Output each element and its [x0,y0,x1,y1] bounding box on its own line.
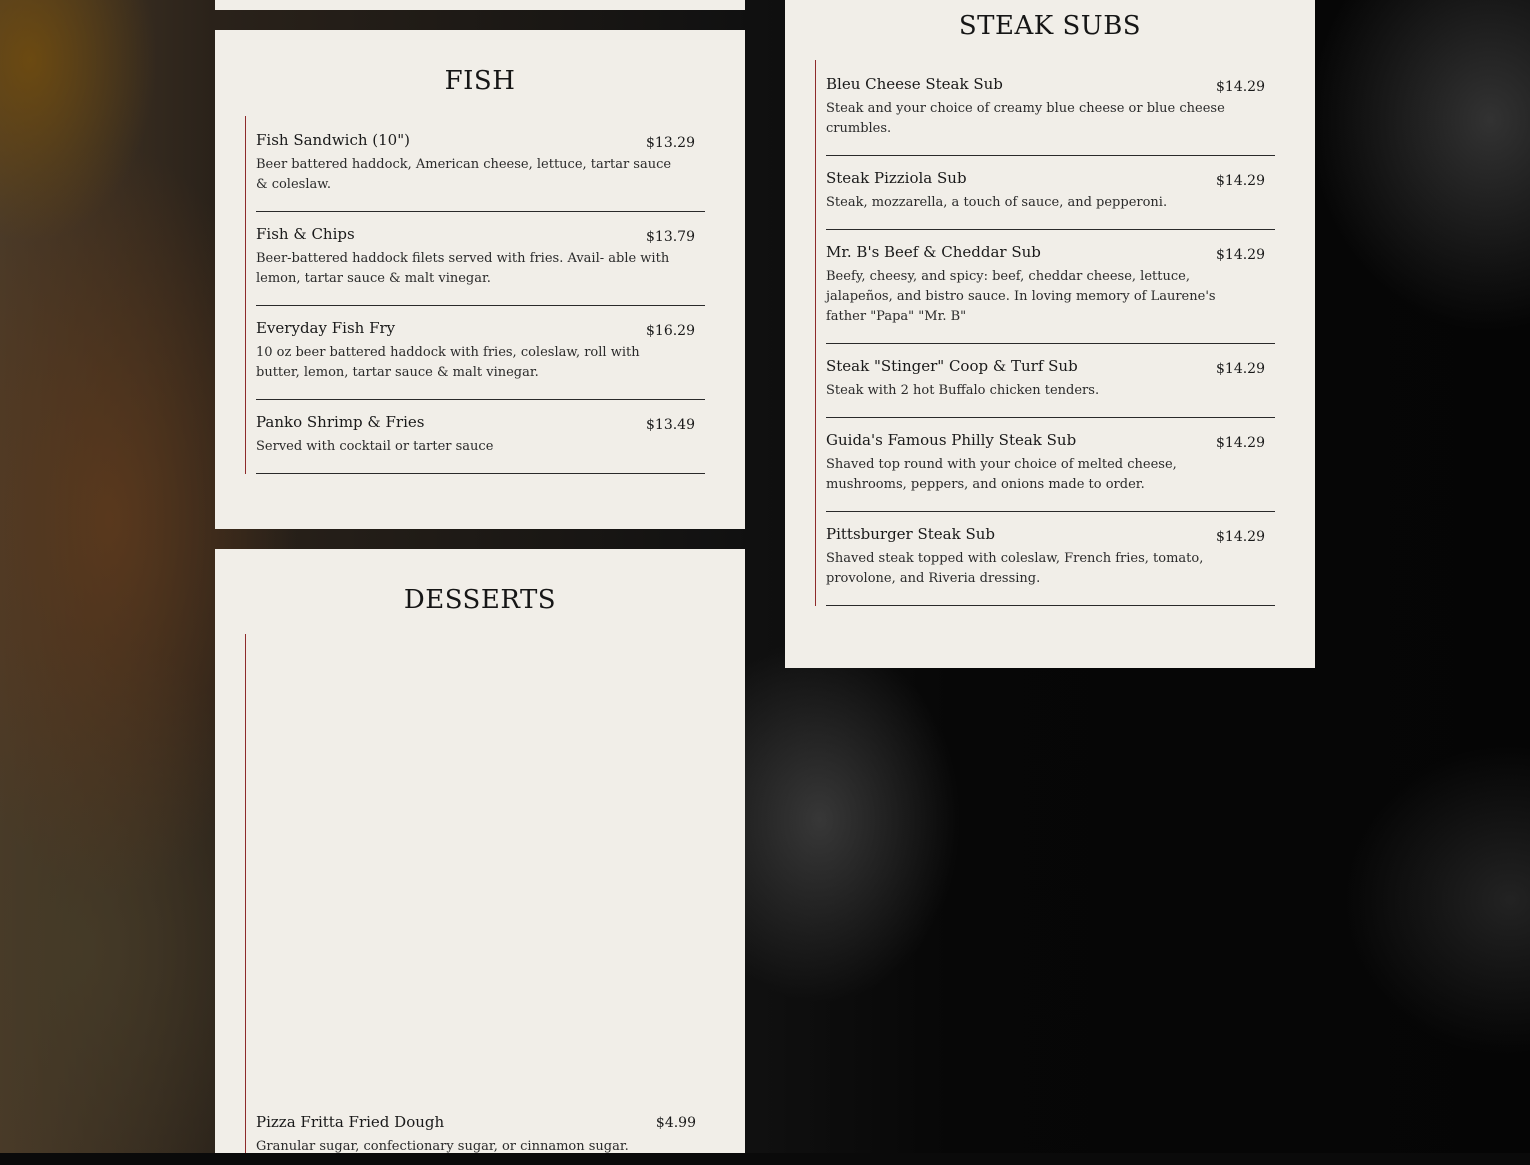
steak-subs-section-title: STEAK SUBS [958,11,1142,41]
menu-item-price: $14.29 [1216,529,1265,545]
menu-item-description: Steak with 2 hot Buffalo chicken tenders. [826,383,1100,398]
menu-item-price: $13.49 [646,417,695,433]
menu-item-price: $14.29 [1216,173,1265,189]
menu-item-description: Served with cocktail or tarter sauce [256,439,494,454]
menu-item-name: Steak Pizziola Sub [826,169,967,187]
menu-item-price: $13.29 [646,135,695,151]
menu-item-price: $14.29 [1216,79,1265,95]
fish-menu-card [215,30,745,529]
fish-item-list [245,116,705,474]
menu-item-description: Granular sugar, confectionary sugar, or cinnamon sugar. [256,1139,629,1153]
menu-item-name: Steak "Stinger" Coop & Turf Sub [826,357,1078,375]
desserts-menu-card [215,549,745,1153]
desserts-section-title: DESSERTS [403,585,557,615]
steak-subs-item-list [815,60,1275,606]
menu-item[interactable] [256,116,705,212]
menu-item[interactable] [826,418,1275,512]
steak-subs-menu-card [785,0,1315,668]
menu-item-price: $16.29 [646,323,695,339]
menu-item[interactable] [826,60,1275,156]
menu-item[interactable] [826,512,1275,606]
menu-item-description: Shaved top round with your choice of melted cheese, mushrooms, peppers, and onions made to order. [826,457,1177,492]
menu-item[interactable] [826,230,1275,344]
menu-item-description: Steak and your choice of creamy blue cheese or blue cheese crumbles. [826,101,1225,136]
menu-item[interactable] [256,1112,706,1153]
menu-item-name: Fish Sandwich (10") [256,131,410,149]
menu-item[interactable] [256,212,705,306]
fish-section-title: FISH [444,66,516,96]
menu-item-description: Shaved steak topped with coleslaw, French fries, tomato, provolone, and Riveria dressing. [826,551,1204,586]
menu-item-price: $14.29 [1216,361,1265,377]
menu-item-description: Steak, mozzarella, a touch of sauce, and pepperoni. [826,195,1168,210]
menu-item-name: Bleu Cheese Steak Sub [826,75,1003,93]
menu-item-price: $14.29 [1216,435,1265,451]
previous-menu-card [215,0,745,10]
menu-item-price: $14.29 [1216,247,1265,263]
menu-item-name: Mr. B's Beef & Cheddar Sub [826,243,1041,261]
menu-item-description: Beefy, cheesy, and spicy: beef, cheddar cheese, lettuce, jalapeños, and bistro sauce. In loving memory of Laurene's father "Papa" "Mr. B" [826,269,1216,324]
menu-item-description: 10 oz beer battered haddock with fries, coleslaw, roll with butter, lemon, tartar sauce & malt vinegar. [256,345,640,380]
menu-item[interactable] [256,400,705,474]
menu-item-name: Pittsburger Steak Sub [826,525,996,543]
menu-item-name: Pizza Fritta Fried Dough [256,1113,445,1131]
menu-item[interactable] [826,156,1275,230]
menu-item-price: $13.79 [646,229,695,245]
menu-item-description: Beer-battered haddock filets served with fries. Avail- able with lemon, tartar sauce & malt vinegar. [256,251,670,286]
menu-item-name: Panko Shrimp & Fries [256,413,425,431]
desserts-item-list [245,634,706,1153]
menu-item-name: Everyday Fish Fry [256,319,396,337]
menu-item-name: Guida's Famous Philly Steak Sub [826,431,1077,449]
menu-item[interactable] [826,344,1275,418]
menu-item-description: Beer battered haddock, American cheese, lettuce, tartar sauce & coleslaw. [256,157,672,192]
page-bottom-edge [0,1153,1530,1165]
menu-item-price: $4.99 [655,1115,696,1131]
menu-item[interactable] [256,306,705,400]
menu-item-name: Fish & Chips [256,225,355,243]
